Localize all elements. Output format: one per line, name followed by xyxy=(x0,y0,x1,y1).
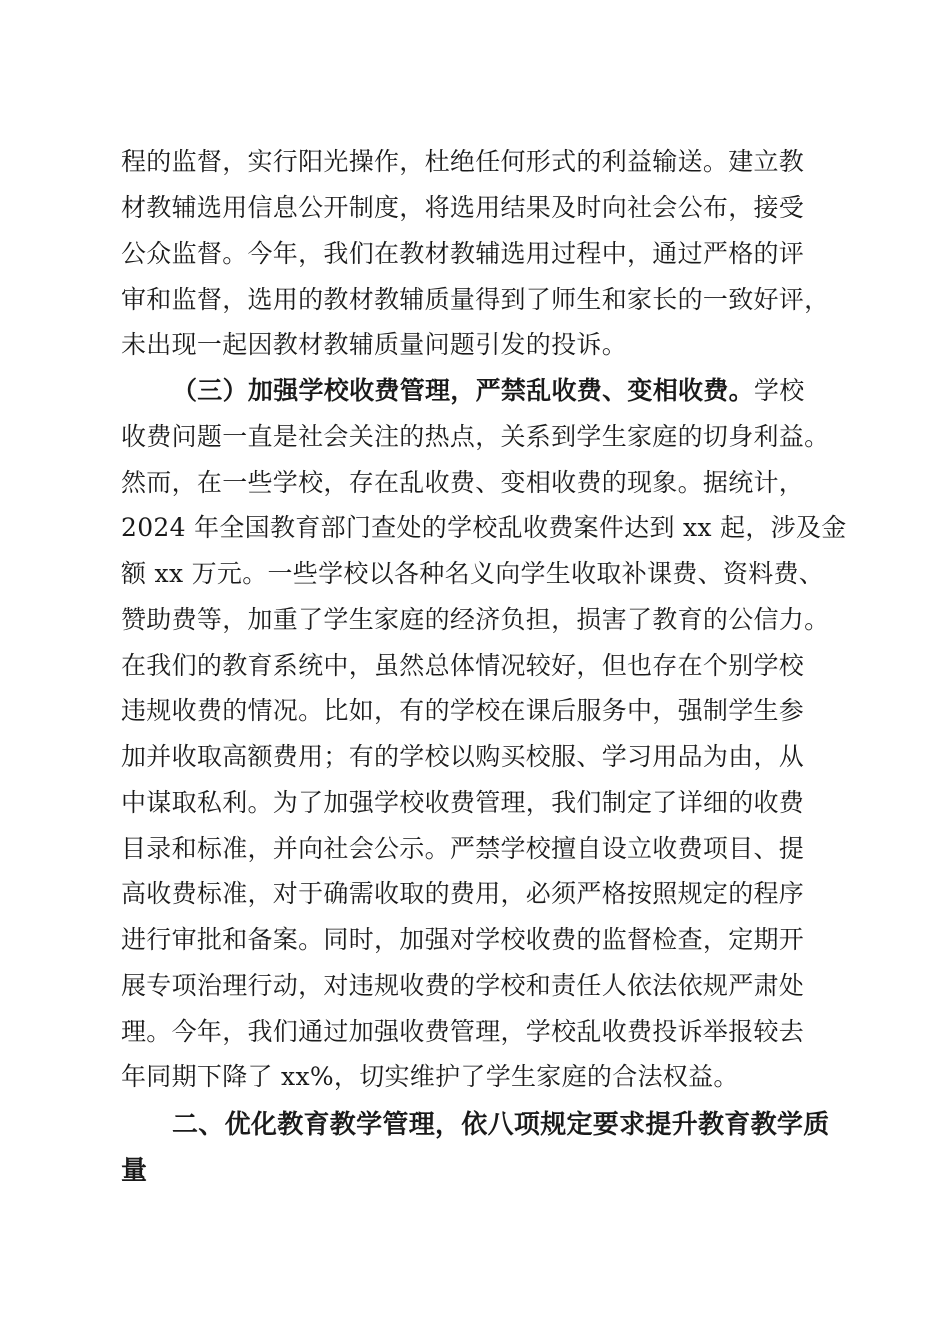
paragraph-1-line-4: 审和监督，选用的教材教辅质量得到了师生和家长的一致好评， xyxy=(121,285,830,314)
paragraph-2-line-13: 进行审批和备案。同时，加强对学校收费的监督检查，定期开 xyxy=(121,925,805,954)
section-heading-line-2: 量 xyxy=(121,1156,148,1186)
paragraph-2-line-6: 赞助费等，加重了学生家庭的经济负担，损害了教育的公信力。 xyxy=(121,605,830,634)
paragraph-2-line-15: 理。今年，我们通过加强收费管理，学校乱收费投诉举报较去 xyxy=(121,1017,805,1046)
paragraph-2-line-7: 在我们的教育系统中，虽然总体情况较好，但也存在个别学校 xyxy=(121,651,805,680)
section-heading-line-1: 二、优化教育教学管理，依八项规定要求提升教育教学质 xyxy=(172,1110,830,1140)
paragraph-2-first-line xyxy=(172,373,892,409)
paragraph-2-line-11: 目录和标准，并向社会公示。严禁学校擅自设立收费项目、提 xyxy=(121,834,805,863)
paragraph-1-line-1: 程的监督，实行阳光操作，杜绝任何形式的利益输送。建立教 xyxy=(121,147,805,176)
paragraph-1-line-5: 未出现一起因教材教辅质量问题引发的投诉。 xyxy=(121,330,628,359)
paragraph-2-line-8: 违规收费的情况。比如，有的学校在课后服务中，强制学生参 xyxy=(121,696,805,725)
paragraph-2-line-3: 然而，在一些学校，存在乱收费、变相收费的现象。据统计， xyxy=(121,468,805,497)
subsection-heading: （三）加强学校收费管理，严禁乱收费、变相收费。 xyxy=(172,376,754,405)
paragraph-1-line-3: 公众监督。今年，我们在教材教辅选用过程中，通过严格的评 xyxy=(121,239,805,268)
paragraph-2-first-line-rest: 学校 xyxy=(753,376,805,405)
paragraph-2-line-4: 2024 年全国教育部门查处的学校乱收费案件达到 xx 起，涉及金 xyxy=(121,513,847,542)
paragraph-2-line-14: 展专项治理行动，对违规收费的学校和责任人依法依规严肃处 xyxy=(121,971,805,1000)
paragraph-2-line-10: 中谋取私利。为了加强学校收费管理，我们制定了详细的收费 xyxy=(121,788,805,817)
paragraph-2-line-9: 加并收取高额费用；有的学校以购买校服、学习用品为由，从 xyxy=(121,742,805,771)
paragraph-2-line-16: 年同期下降了 xx%，切实维护了学生家庭的合法权益。 xyxy=(121,1062,739,1091)
paragraph-1-line-2: 材教辅选用信息公开制度，将选用结果及时向社会公布，接受 xyxy=(121,193,805,222)
paragraph-2-line-2: 收费问题一直是社会关注的热点，关系到学生家庭的切身利益。 xyxy=(121,422,830,451)
paragraph-2-line-5: 额 xx 万元。一些学校以各种名义向学生收取补课费、资料费、 xyxy=(121,559,825,588)
paragraph-2-line-12: 高收费标准，对于确需收取的费用，必须严格按照规定的程序 xyxy=(121,879,805,908)
